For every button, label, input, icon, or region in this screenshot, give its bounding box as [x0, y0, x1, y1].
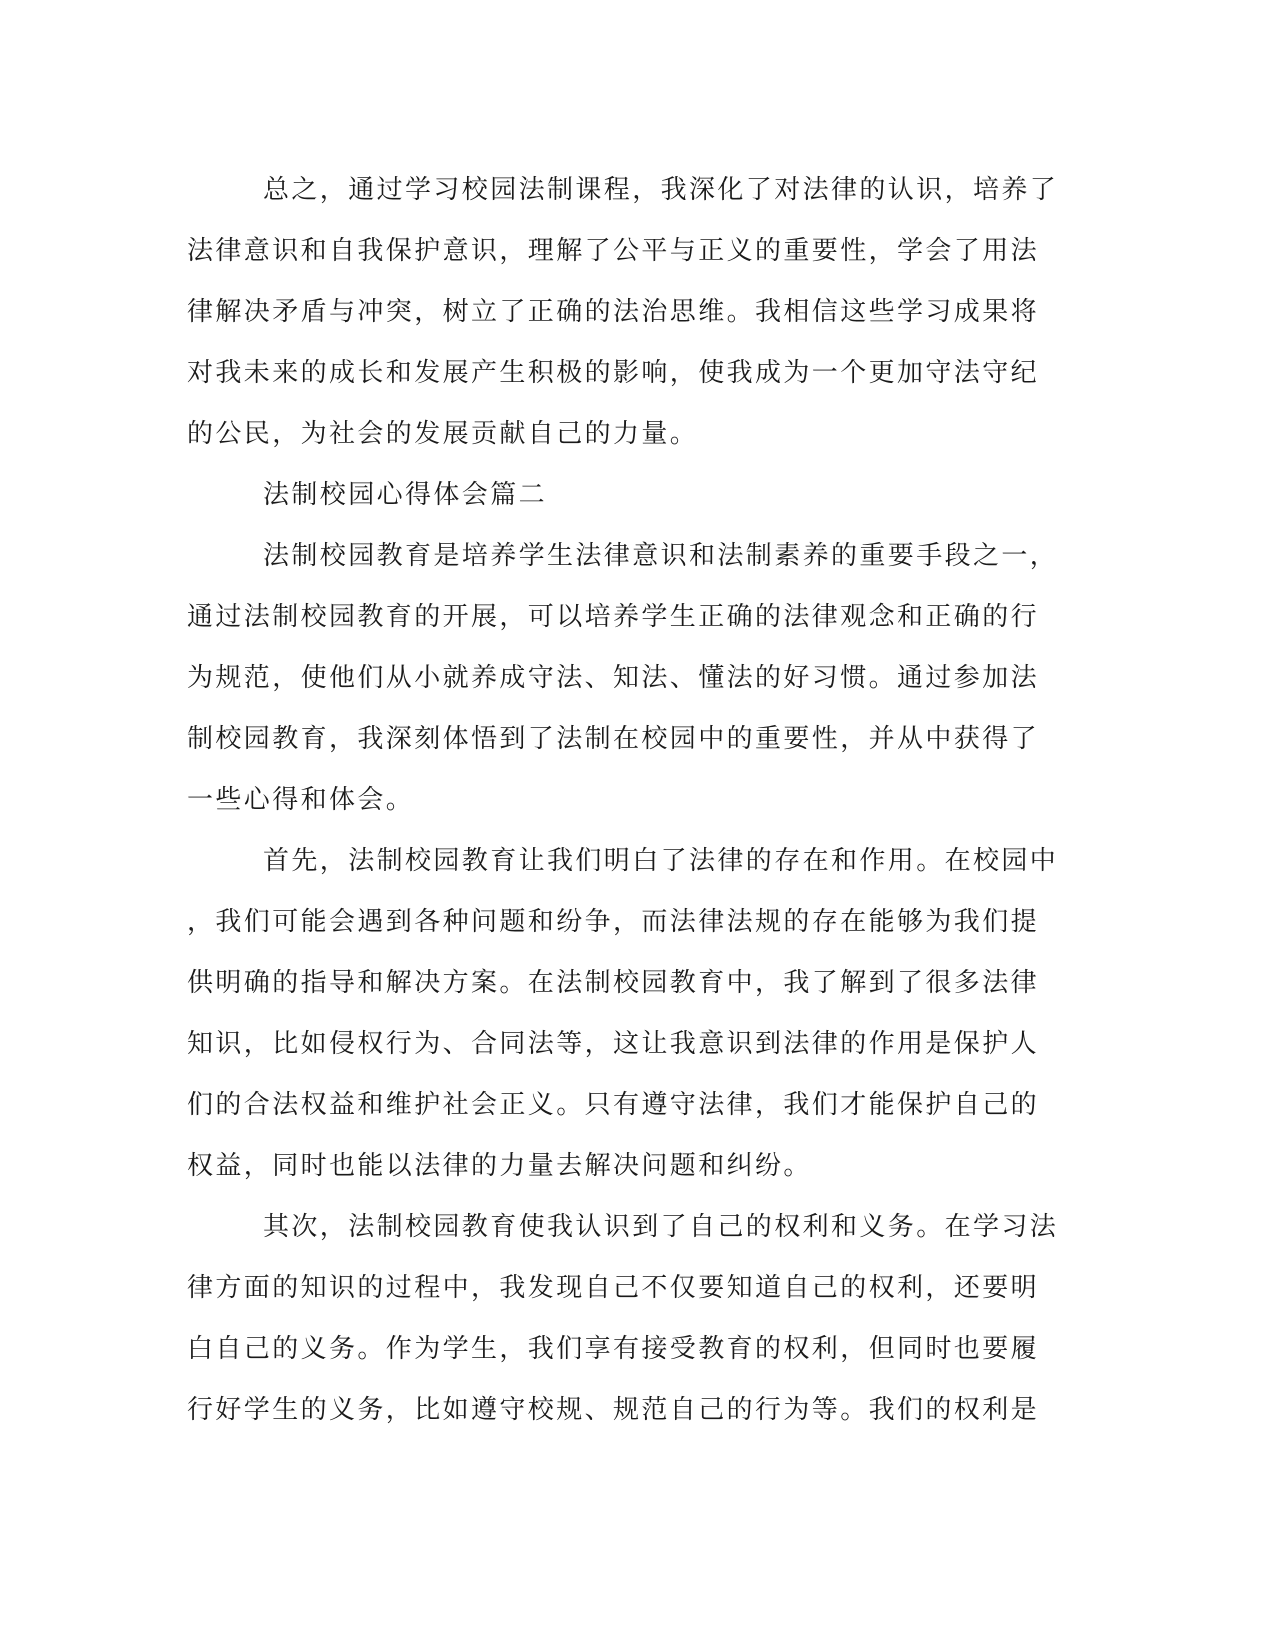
heading-line: 法制校园心得体会篇二: [263, 480, 548, 510]
text-line: 律解决矛盾与冲突，树立了正确的法治思维。我相信这些学习成果将: [187, 297, 1040, 327]
document-body: [187, 160, 1057, 1441]
text-line: 的公民，为社会的发展贡献自己的力量。: [187, 419, 699, 449]
text-line: 行好学生的义务，比如遵守校规、规范自己的行为等。我们的权利是: [187, 1395, 1040, 1425]
text-line: 总之，通过学习校园法制课程，我深化了对法律的认识，培养了: [263, 175, 1059, 205]
text-line: ，我们可能会遇到各种问题和纷争，而法律法规的存在能够为我们提: [187, 907, 1040, 937]
text-line: 法律意识和自我保护意识，理解了公平与正义的重要性，学会了用法: [187, 236, 1040, 266]
paragraph-second-point: [187, 1197, 1057, 1441]
text-line: 对我未来的成长和发展产生积极的影响，使我成为一个更加守法守纪: [187, 358, 1040, 388]
text-line: 们的合法权益和维护社会正义。只有遵守法律，我们才能保护自己的: [187, 1090, 1040, 1120]
text-line: 知识，比如侵权行为、合同法等，这让我意识到法律的作用是保护人: [187, 1029, 1040, 1059]
text-line: 首先，法制校园教育让我们明白了法律的存在和作用。在校园中: [263, 846, 1059, 876]
section-heading: [187, 465, 1057, 526]
text-line: 律方面的知识的过程中，我发现自己不仅要知道自己的权利，还要明: [187, 1273, 1040, 1303]
text-line: 一些心得和体会。: [187, 785, 415, 815]
paragraph-conclusion: [187, 160, 1057, 465]
text-line: 白自己的义务。作为学生，我们享有接受教育的权利，但同时也要履: [187, 1334, 1040, 1364]
text-line: 其次，法制校园教育使我认识到了自己的权利和义务。在学习法: [263, 1212, 1059, 1242]
text-line: 通过法制校园教育的开展，可以培养学生正确的法律观念和正确的行: [187, 602, 1040, 632]
text-line: 制校园教育，我深刻体悟到了法制在校园中的重要性，并从中获得了: [187, 724, 1040, 754]
text-line: 为规范，使他们从小就养成守法、知法、懂法的好习惯。通过参加法: [187, 663, 1040, 693]
text-line: 权益，同时也能以法律的力量去解决问题和纠纷。: [187, 1151, 812, 1181]
paragraph-intro: [187, 526, 1057, 831]
text-line: 法制校园教育是培养学生法律意识和法制素养的重要手段之一，: [263, 541, 1059, 571]
paragraph-first-point: [187, 831, 1057, 1197]
text-line: 供明确的指导和解决方案。在法制校园教育中，我了解到了很多法律: [187, 968, 1040, 998]
